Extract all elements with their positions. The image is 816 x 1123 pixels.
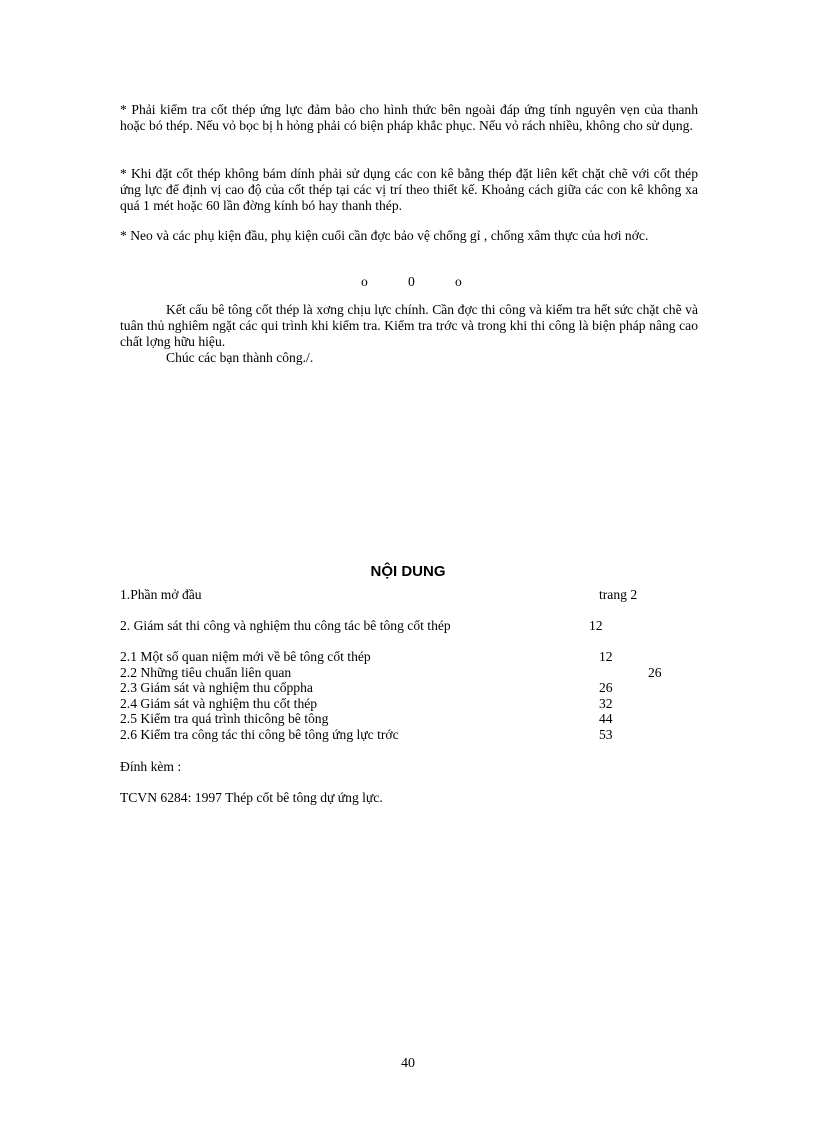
- paragraph-anchors: [120, 228, 698, 244]
- toc-entry-label: 2.2 Những tiêu chuẩn liên quan: [120, 665, 292, 680]
- paragraph-prestressed-inspection: [120, 102, 698, 134]
- paragraph-text: * Khi đặt cốt thép không bám dính phải sử dụng các con kê bằng thép đặt liên kết chặt chẽ với cốt thép ứng lực để định vị cao độ của cốt thép tại các vị trí theo thiết kế. Khoảng cách giữa các con kê không xa quá 1 mét hoặc 60 lần đờng kính bó hay thanh thép.: [120, 166, 698, 213]
- toc-entry-page: 26: [648, 665, 662, 680]
- toc-title: NỘI DUNG: [370, 563, 446, 580]
- toc-entry-label: 2.4 Giám sát và nghiệm thu cốt thép: [120, 696, 318, 711]
- toc-entry-label: 2.3 Giám sát và nghiệm thu cốppha: [120, 680, 313, 695]
- attachment-item: TCVN 6284: 1997 Thép cốt bê tông dự ứng lực.: [120, 790, 383, 805]
- toc-entry-label: 2. Giám sát thi công và nghiệm thu công tác bê tông cốt thép: [120, 618, 451, 633]
- toc-entry-page: 53: [599, 727, 613, 742]
- toc-entry-label: 2.1 Một số quan niệm mới về bê tông cốt thép: [120, 649, 371, 664]
- toc-entry-label: 1.Phần mở đầu: [120, 587, 202, 602]
- toc-entry-page: 12: [599, 649, 613, 664]
- toc-entry-label: 2.6 Kiểm tra công tác thi công bê tông ứng lực trớc: [120, 727, 399, 742]
- closing-paragraph: [120, 302, 698, 366]
- toc-entry-page: trang 2: [599, 587, 638, 602]
- toc-entry-label: 2.5 Kiểm tra quá trình thicông bê tông: [120, 711, 329, 726]
- separator-mark: 0: [408, 274, 415, 289]
- page-number: 40: [401, 1056, 415, 1071]
- paragraph-text: * Neo và các phụ kiện đầu, phụ kiện cuối cần đợc bảo vệ chống gỉ , chống xâm thực của hơi nớc.: [120, 228, 649, 243]
- toc-entry-page: 32: [599, 696, 613, 711]
- closing-text: Kết cấu bê tông cốt thép là xơng chịu lực chính. Cần đợc thi công và kiểm tra hết sức chặt chẽ và tuân thủ nghiêm ngặt các qui trình khi kiểm tra. Kiểm tra trớc và trong khi thi công là biện pháp nâng cao chất lợng hữu hiệu.: [120, 302, 698, 349]
- toc-entry-page: 44: [599, 711, 613, 726]
- separator-mark: o: [455, 274, 462, 289]
- paragraph-spacers: [120, 166, 698, 214]
- attachment-label: Đính kèm :: [120, 759, 182, 774]
- toc-entry-page: 26: [599, 680, 613, 695]
- signoff-text: Chúc các bạn thành công./.: [166, 350, 314, 365]
- separator-mark: o: [361, 274, 368, 289]
- paragraph-text: * Phải kiểm tra cốt thép ứng lực đảm bảo cho hình thức bên ngoài đáp ứng tính nguyên vẹn của thanh hoặc bó thép. Nếu vỏ bọc bị h hỏng phải có biện pháp khắc phục. Nếu vỏ rách nhiều, không cho sử dụng.: [120, 102, 698, 133]
- toc-entry-page: 12: [589, 618, 603, 633]
